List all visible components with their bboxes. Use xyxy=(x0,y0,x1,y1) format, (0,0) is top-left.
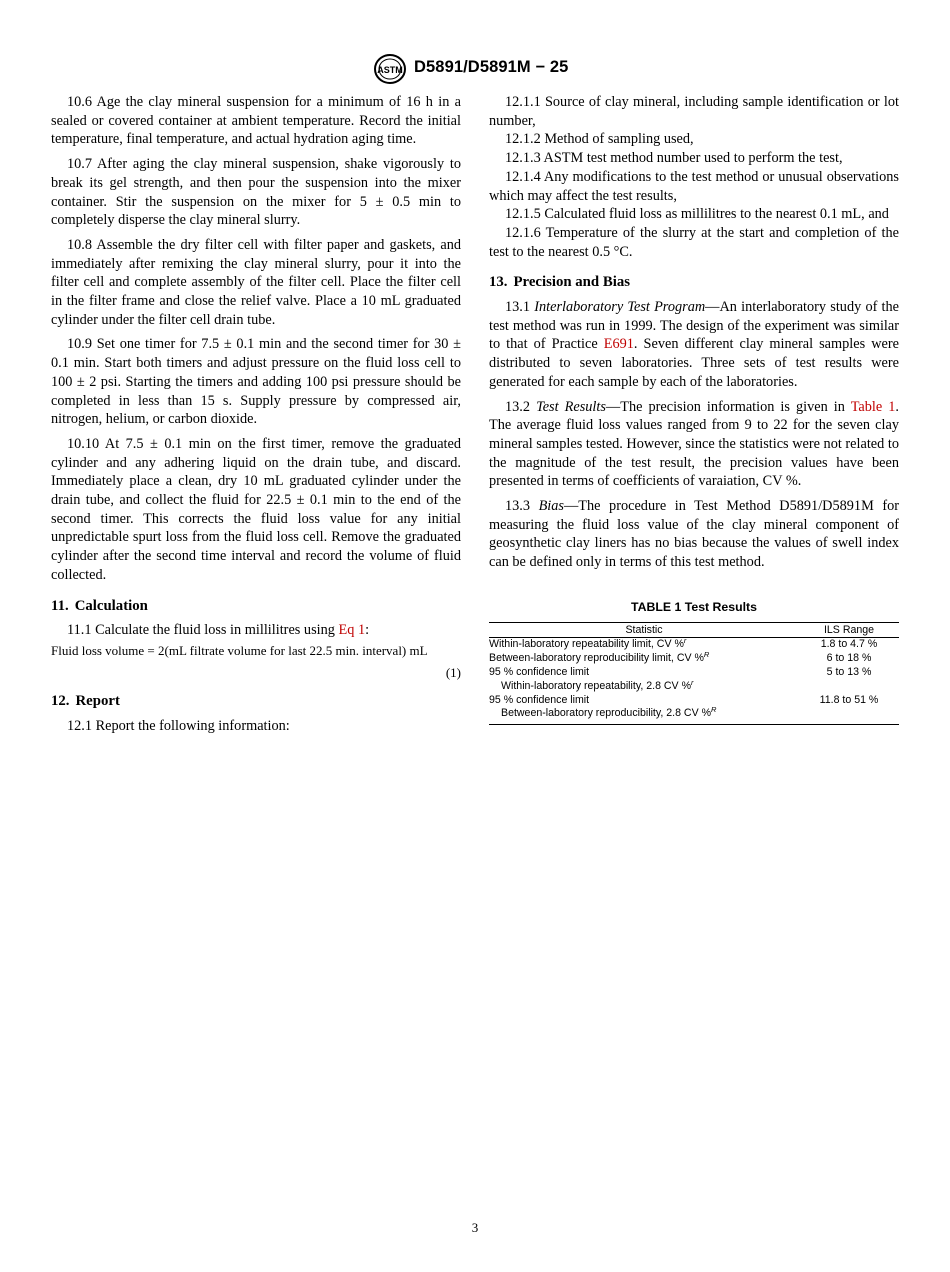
astm-logo-icon xyxy=(373,53,407,85)
page-number: 3 xyxy=(471,1220,479,1235)
section-11-heading xyxy=(51,597,461,616)
table-1-link[interactable]: Table 1 xyxy=(850,398,896,415)
paragraph-text: —The procedure in Test Method D5891/D5891M for measuring the fluid loss value of the clay mineral component of geosynthetic clay liners has no bias because the values of swell index can be defined only in terms of this test method. xyxy=(489,498,899,571)
paragraph-12-1: 12.1 Report the following information: xyxy=(67,717,290,734)
paragraph-12-1-1: 12.1.1 Source of clay mineral, including sample identification or lot number, xyxy=(489,94,899,129)
statistic-superscript: R xyxy=(711,705,717,715)
section-title: Precision and Bias xyxy=(513,274,630,291)
equation-formula: Fluid loss volume = 2(mL filtrate volume for last 22.5 min. interval) mL xyxy=(51,642,428,658)
table-header-row xyxy=(489,622,899,638)
paragraph-term: Bias xyxy=(538,498,564,515)
table-row xyxy=(489,707,899,724)
statistic-superscript: R xyxy=(703,650,710,660)
paragraph-text: —An interlaboratory study of the test method was run in 1999. The design of the experiment was similar to that of Practice xyxy=(489,299,900,353)
statistic-text: Within-laboratory repeatability limit, CV % xyxy=(489,638,684,651)
table-cell-range: 6 to 18 % xyxy=(826,652,872,665)
paragraph-text: —The precision information is given in xyxy=(605,398,851,415)
section-title: Calculation xyxy=(74,597,148,614)
paragraph-number: 13.2 xyxy=(505,398,537,415)
table-row xyxy=(489,680,899,694)
table-cell-statistic xyxy=(489,666,799,680)
paragraph-10-7: 10.7 After aging the clay mineral suspension, shake vigorously to break its gel strength, and then pour the suspension into the mixer container. Stir the suspension on the mixer for 5 ± 0.5 min to completely disperse the clay mineral slurry. xyxy=(51,156,461,229)
page-header xyxy=(0,52,950,86)
paragraph-term: Test Results xyxy=(536,398,606,415)
section-number: 13. xyxy=(489,274,508,291)
table-row xyxy=(489,666,899,680)
table-cell-statistic xyxy=(489,677,799,694)
paragraph-13-1 xyxy=(489,298,899,392)
table-cell-range: 5 to 13 % xyxy=(826,665,872,678)
column-header-range: ILS Range xyxy=(799,622,899,638)
e691-link[interactable]: E691 xyxy=(603,336,634,353)
paragraph-10-9: 10.9 Set one timer for 7.5 ± 0.1 min and the second timer for 30 ± 0.1 min. Start both timers and adjust pressure on the fluid loss cell to 100 ± 2 psi. Starting the timers and adding 100 psi pressure should be completed in less than 15 s. Supply pressure by compressed air, nitrogen, helium, or carbon dioxide. xyxy=(51,336,461,428)
equation-number: (1) xyxy=(445,664,461,680)
table-cell-range xyxy=(799,707,899,724)
statistic-superscript: r xyxy=(690,677,694,687)
statistic-text: 95 % confidence limit xyxy=(489,693,590,706)
document-title: D5891/D5891M − 25 xyxy=(414,58,569,76)
paragraph-10-6: 10.6 Age the clay mineral suspension for a minimum of 16 h in a sealed or covered container at ambient temperature. Record the initial temperature, final temperature, and actual hydration aging time. xyxy=(51,94,461,148)
paragraph-11-1 xyxy=(51,621,461,640)
table-cell-range: 11.8 to 51 % xyxy=(819,693,879,706)
statistic-text: Within-laboratory repeatability, 2.8 CV % xyxy=(501,679,691,692)
table-cell-statistic xyxy=(489,694,799,708)
paragraph-12-1-2: 12.1.2 Method of sampling used, xyxy=(505,131,694,148)
paragraph-number: 13.3 xyxy=(505,498,539,515)
paragraph-13-2 xyxy=(489,398,899,492)
paragraph-10-8: 10.8 Assemble the dry filter cell with filter paper and gaskets, and immediately after remixing the clay mineral slurry, pour it into the filter cell and complete assembly of the filter cell. Place the filter cell in the filter frame and close the relief valve. Place a 10 mL graduated cylinder under the filter cell drain tube. xyxy=(51,236,461,328)
paragraph-12-1-6: 12.1.6 Temperature of the slurry at the start and completion of the test to the nearest 0.5 °C. xyxy=(489,224,899,260)
section-12-heading xyxy=(51,692,461,711)
paragraph-text: 11.1 Calculate the fluid loss in millilitres using xyxy=(67,622,339,639)
paragraph-12-1-3: 12.1.3 ASTM test method number used to perform the test, xyxy=(505,150,843,167)
statistic-text: Between-laboratory reproducibility limit, CV % xyxy=(489,652,704,665)
table-caption: TABLE 1 Test Results xyxy=(631,599,757,614)
paragraph-text: . Seven different clay mineral samples were distributed to seven laboratories. Three sets of test results were generated for each sample by each of the laboratories. xyxy=(489,336,899,390)
section-title: Report xyxy=(75,692,120,709)
paragraph-10-10: 10.10 At 7.5 ± 0.1 min on the first timer, remove the graduated cylinder and any adhering liquid on the drain tube, and discard. Immediately place a clean, dry 10 mL graduated cylinder under the drain tube, and collect the fluid for 22.5 ± 0.1 min to the end of the second timer. This corrects the fluid loss value for any initial unpredictable spurt loss from the fluid loss cell. Remove the graduated cylinder after the second time interval and record the volume of fluid collected. xyxy=(51,435,461,583)
svg-text:ASTM: ASTM xyxy=(377,65,403,75)
paragraph-12-1-4: 12.1.4 Any modifications to the test method or unusual observations which may affect the test results, xyxy=(489,168,899,204)
paragraph-12-1-5: 12.1.5 Calculated fluid loss as millilitres to the nearest 0.1 mL, and xyxy=(505,206,889,223)
column-header-statistic: Statistic xyxy=(489,622,799,638)
section-number: 12. xyxy=(51,692,70,709)
paragraph-term: Interlaboratory Test Program xyxy=(534,299,706,316)
table-row xyxy=(489,694,899,708)
table-cell-range xyxy=(799,680,899,694)
eq-1-link[interactable]: Eq 1 xyxy=(338,622,366,639)
equation-1 xyxy=(51,640,461,680)
section-number: 11. xyxy=(51,597,69,614)
paragraph-text: : xyxy=(365,622,370,639)
paragraph-text: . The average fluid loss values ranged from 9 to 22 for the seven clay mineral samples tested. However, since the statistics were not related to the magnitude of the test result, the precision values have been presented in terms of coefficients of varaiation, CV %. xyxy=(489,398,899,490)
test-results-table xyxy=(489,622,899,726)
right-column xyxy=(489,93,899,725)
paragraph-number: 13.1 xyxy=(505,299,535,316)
table-cell-statistic xyxy=(489,638,799,652)
table-cell-range: 1.8 to 4.7 % xyxy=(820,638,878,651)
table-cell-statistic xyxy=(489,652,799,666)
statistic-text: Between-laboratory reproducibility, 2.8 CV % xyxy=(501,707,712,720)
left-column xyxy=(51,93,461,741)
section-13-heading xyxy=(489,273,899,292)
table-cell-statistic xyxy=(489,707,799,724)
statistic-superscript: r xyxy=(683,636,687,646)
statistic-text: 95 % confidence limit xyxy=(489,665,590,678)
paragraph-13-3 xyxy=(489,497,899,572)
table-row xyxy=(489,652,899,666)
table-row xyxy=(489,638,899,652)
